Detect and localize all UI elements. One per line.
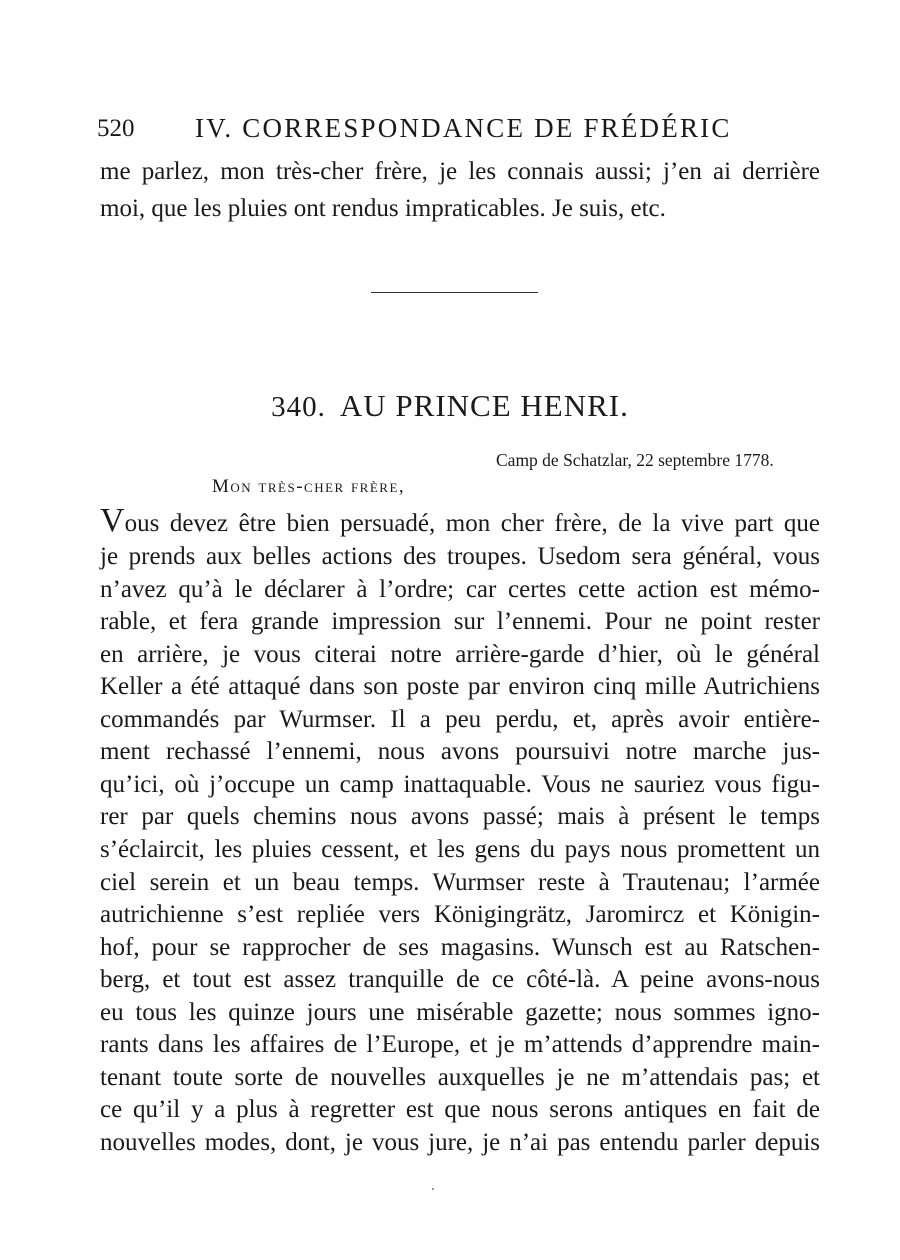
body-line: Keller a été attaqué dans son poste par environ cinq mille Autrichiens: [100, 673, 820, 701]
body-line: nouvelles modes, dont, je vous jure, je n’ai pas entendu parler depuis: [100, 1128, 820, 1156]
body-line: hof, pour se rapprocher de ses magasins. Wunsch est au Ratschen-: [100, 933, 820, 961]
body-line: n’avez qu’à le déclarer à l’ordre; car certes cette action est mémo-: [100, 575, 820, 603]
body-line: rable, et fera grande impression sur l’ennemi. Pour ne point rester: [100, 608, 820, 636]
letter-salutation: Mon très-cher frère,: [212, 476, 406, 497]
section-divider: [371, 292, 538, 293]
body-line: commandés par Wurmser. Il a peu perdu, et, après avoir entière-: [100, 705, 820, 733]
first-line-text: ous devez être bien persuadé, mon cher frère, de la vive part que: [124, 510, 820, 537]
letter-dateline: Camp de Schatzlar, 22 septembre 1778.: [496, 450, 774, 470]
continuation-line: me parlez, mon très-cher frère, je les connais aussi; j’en ai derrière: [100, 158, 820, 185]
letter-number: 340.: [271, 391, 326, 423]
body-line: rants dans les affaires de l’Europe, et je m’attends d’apprendre main-: [100, 1031, 820, 1059]
continuation-line: moi, que les pluies ont rendus impraticables. Je suis, etc.: [100, 195, 666, 222]
body-line: berg, et tout est assez tranquille de ce côté-là. A peine avons-nous: [100, 966, 820, 994]
body-line: ciel serein et un beau temps. Wurmser reste à Trautenau; l’armée: [100, 868, 820, 896]
body-line: autrichienne s’est repliée vers Königingrätz, Jaromircz et Königin-: [100, 901, 820, 929]
body-line: rer par quels chemins nous avons passé; mais à présent le temps: [100, 803, 820, 831]
body-line: en arrière, je vous citerai notre arrière-garde d’hier, où le général: [100, 640, 820, 668]
body-first-line: [100, 502, 820, 540]
letter-title: AU PRINCE HENRI.: [339, 388, 629, 423]
body-line: tenant toute sorte de nouvelles auxquelles je ne m’attendais pas; et: [100, 1063, 820, 1091]
running-head: [97, 113, 737, 147]
body-line: ce qu’il y a plus à regretter est que nous serons antiques en fait de: [100, 1096, 820, 1124]
body-line: je prends aux belles actions des troupes. Usedom sera général, vous: [100, 543, 820, 570]
body-line: qu’ici, où j’occupe un camp inattaquable. Vous ne sauriez vous figu-: [100, 770, 820, 798]
body-line: s’éclaircit, les pluies cessent, et les gens du pays nous promettent un: [100, 835, 820, 863]
drop-cap: V: [100, 502, 125, 539]
body-line: ment rechassé l’ennemi, nous avons poursuivi notre marche jus-: [100, 738, 820, 766]
page-number: 520: [97, 115, 135, 142]
running-head-title: IV. CORRESPONDANCE DE FRÉDÉRIC: [195, 113, 732, 143]
body-line: eu tous les quinze jours une misérable gazette; nous sommes igno-: [100, 998, 820, 1026]
letter-heading: [0, 388, 900, 424]
page-mark: [432, 1188, 434, 1190]
